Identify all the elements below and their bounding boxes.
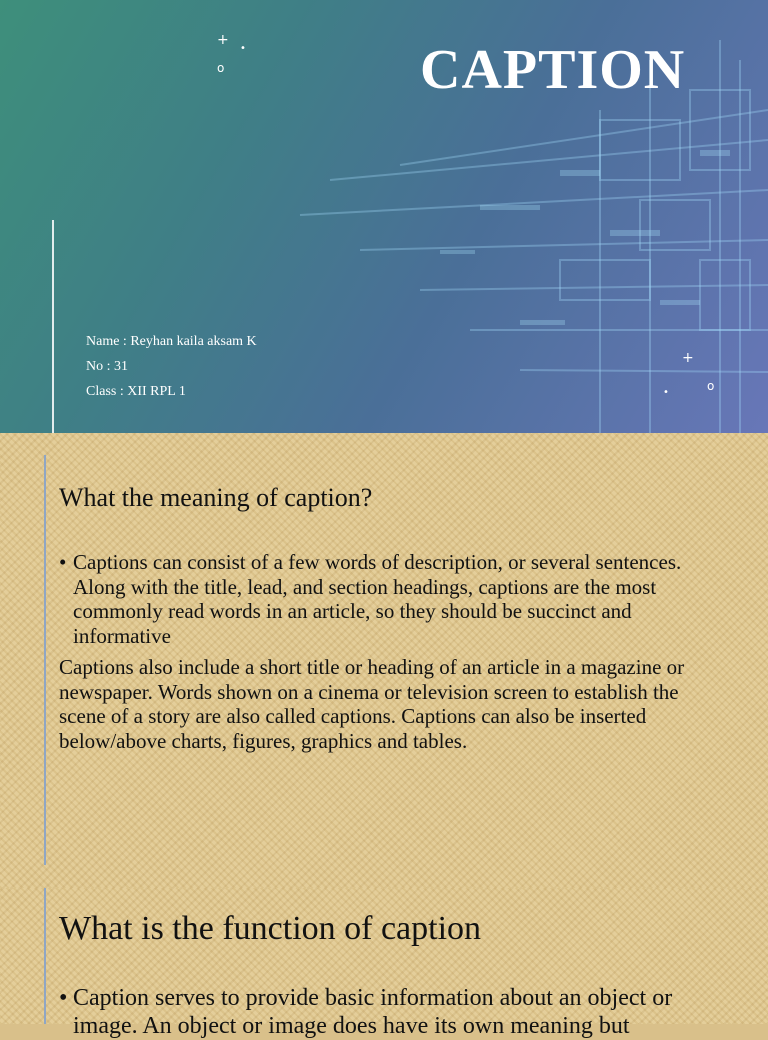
title-slide	[0, 0, 768, 433]
slide-accent-bar	[44, 888, 46, 1024]
title-divider-line	[52, 220, 54, 433]
slide-heading: What the meaning of caption?	[59, 483, 373, 512]
bullet-icon: •	[59, 550, 67, 574]
circle-icon: o	[707, 379, 715, 393]
author-class: Class : XII RPL 1	[86, 384, 186, 399]
bullet-text: Captions can consist of a few words of description, or several sentences. Along with the title, lead, and section headings, captions are the most commonly read words in an article, so they should be succinct and informative	[73, 550, 682, 648]
author-number: No : 31	[86, 359, 128, 374]
bullet-icon: •	[59, 985, 68, 1011]
plus-icon: +	[682, 350, 694, 366]
plus-icon: +	[217, 32, 229, 48]
bullet-text: Caption serves to provide basic information about an object or image. An object or image does have its own meaning but	[73, 985, 673, 1039]
circle-icon: o	[217, 61, 225, 75]
author-info	[86, 329, 257, 404]
slide-meaning	[0, 433, 768, 888]
dot-icon: •	[240, 43, 246, 54]
body-paragraph: Captions also include a short title or heading of an article in a magazine or newspaper. Words shown on a cinema or television screen to establish the scene of a story are also called captions. Captions can also be inserted below/above charts, figures, graphics and tables.	[59, 655, 685, 753]
slide-title: CAPTION	[420, 39, 686, 101]
slide-accent-bar	[44, 455, 46, 865]
bullet-item	[59, 550, 719, 648]
bullet-item	[59, 984, 719, 1040]
dot-icon: •	[663, 387, 669, 398]
author-name: Name : Reyhan kaila aksam K	[86, 334, 257, 349]
slide-function	[0, 888, 768, 1039]
slide-heading: What is the function of caption	[59, 910, 482, 947]
